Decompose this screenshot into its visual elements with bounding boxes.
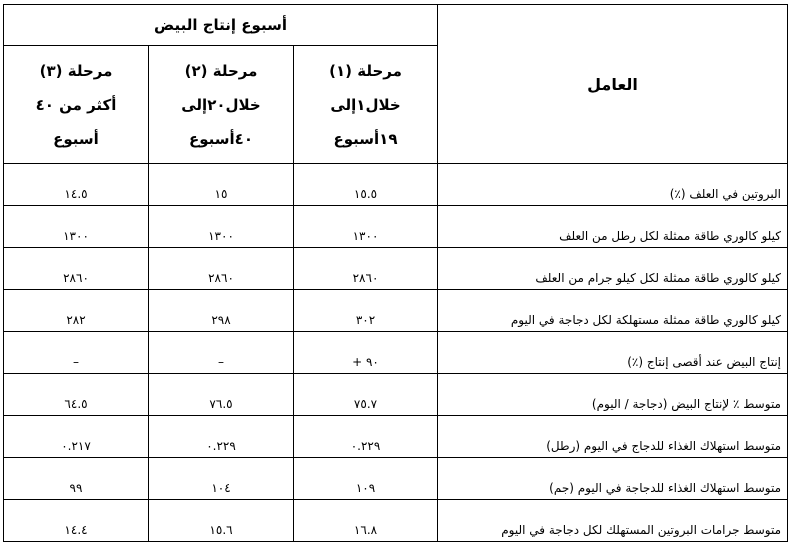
stage-2-value: ١٥	[149, 164, 294, 206]
table-row	[4, 374, 788, 416]
table-row	[4, 248, 788, 290]
stage-2-value: ٢٩٨	[149, 290, 294, 332]
table-row	[4, 290, 788, 332]
stage-3-value: ١٣٠٠	[4, 206, 149, 248]
table-row	[4, 206, 788, 248]
stage-range: أكثر من ٤٠	[35, 95, 117, 114]
stage-1-value: ٧٥.٧	[294, 374, 438, 416]
stage-range: خلال١إلى	[330, 95, 401, 114]
table-row	[4, 164, 788, 206]
stage-2-value: ١٣٠٠	[149, 206, 294, 248]
week-header: أسبوع إنتاج البيض	[4, 5, 438, 46]
stage-2-value: ١٥.٦	[149, 500, 294, 542]
factor-label: كيلو كالوري طاقة ممثلة لكل كيلو جرام من العلف	[438, 248, 788, 290]
stage-1-value: ٢٨٦٠	[294, 248, 438, 290]
factor-label: إنتاج البيض عند أقصى إنتاج (٪)	[438, 332, 788, 374]
factor-header: العامل	[438, 5, 788, 164]
factor-label: متوسط جرامات البروتين المستهلك لكل دجاجة في اليوم	[438, 500, 788, 542]
factor-label: البروتين في العلف (٪)	[438, 164, 788, 206]
stage-3-header	[4, 46, 149, 164]
stage-title: مرحلة (٣)	[39, 61, 113, 80]
stage-3-value: –	[4, 332, 149, 374]
stage-2-header	[149, 46, 294, 164]
stage-2-value: ٠.٢٢٩	[149, 416, 294, 458]
stage-weeks: أسبوع	[53, 129, 99, 148]
stage-3-value: ٢٨٢	[4, 290, 149, 332]
stage-2-value: ١٠٤	[149, 458, 294, 500]
stage-title: مرحلة (٢)	[184, 61, 258, 80]
stage-1-value: ١٥.٥	[294, 164, 438, 206]
factor-label: كيلو كالوري طاقة ممثلة لكل رطل من العلف	[438, 206, 788, 248]
stage-range: خلال٢٠إلى	[181, 95, 261, 114]
stage-1-value: ١٦.٨	[294, 500, 438, 542]
stage-3-value: ٦٤.٥	[4, 374, 149, 416]
table-row	[4, 416, 788, 458]
stage-1-header	[294, 46, 438, 164]
stage-3-value: ٠.٢١٧	[4, 416, 149, 458]
factor-label: متوسط استهلاك الغذاء للدجاجة في اليوم (جم)	[438, 458, 788, 500]
table-row	[4, 458, 788, 500]
stage-title: مرحلة (١)	[329, 61, 402, 80]
stage-3-value: ٩٩	[4, 458, 149, 500]
factor-label: كيلو كالوري طاقة ممثلة مستهلكة لكل دجاجة في اليوم	[438, 290, 788, 332]
stage-weeks: ١٩أسبوع	[333, 129, 398, 148]
stage-2-value: ٢٨٦٠	[149, 248, 294, 290]
stage-1-value: ١٣٠٠	[294, 206, 438, 248]
header-row-1	[4, 5, 788, 46]
stage-3-value: ٢٨٦٠	[4, 248, 149, 290]
egg-production-table	[3, 4, 788, 542]
stage-1-value: ٠.٢٢٩	[294, 416, 438, 458]
stage-2-value: ٧٦.٥	[149, 374, 294, 416]
stage-3-value: ١٤.٤	[4, 500, 149, 542]
stage-1-value: + ٩٠	[294, 332, 438, 374]
stage-2-value: –	[149, 332, 294, 374]
stage-weeks: ٤٠أسبوع	[189, 129, 253, 148]
stage-1-value: ١٠٩	[294, 458, 438, 500]
stage-1-value: ٣٠٢	[294, 290, 438, 332]
factor-label: متوسط ٪ لإنتاج البيض (دجاجة / اليوم)	[438, 374, 788, 416]
table-row	[4, 332, 788, 374]
factor-label: متوسط استهلاك الغذاء للدجاج في اليوم (رطل)	[438, 416, 788, 458]
table-body	[4, 5, 788, 542]
stage-3-value: ١٤.٥	[4, 164, 149, 206]
